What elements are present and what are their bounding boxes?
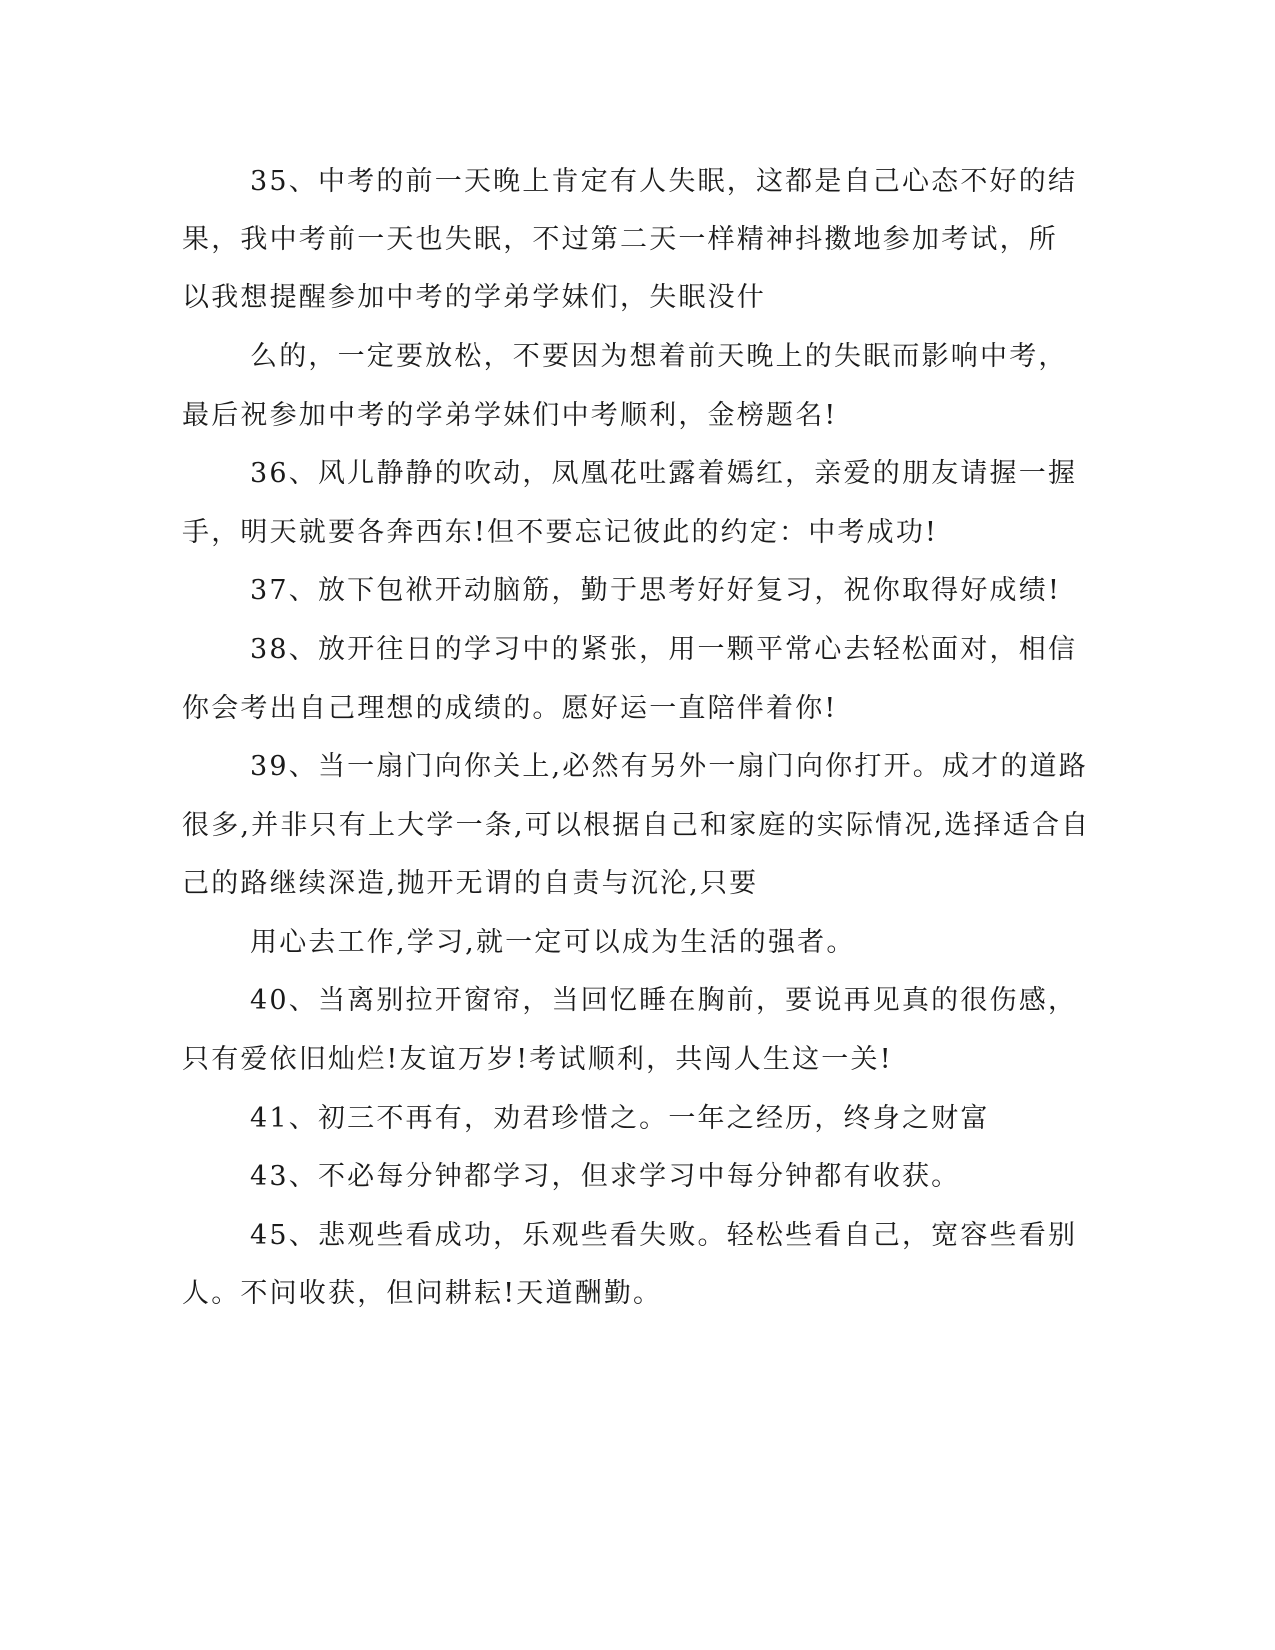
paragraph-43-line-1: 43、不必每分钟都学习，但求学习中每分钟都有收获。 <box>250 1161 961 1192</box>
paragraph-36-line-2: 手，明天就要各奔西东!但不要忘记彼此的约定：中考成功! <box>182 517 939 548</box>
paragraph-35-continuation-line-2: 最后祝参加中考的学弟学妹们中考顺利，金榜题名! <box>182 400 838 431</box>
paragraph-38-line-1: 38、放开往日的学习中的紧张，用一颗平常心去轻松面对，相信 <box>250 634 1078 665</box>
paragraph-38-line-2: 你会考出自己理想的成绩的。愿好运一直陪伴着你! <box>182 693 838 724</box>
paragraph-45-line-2: 人。不问收获，但问耕耘!天道酬勤。 <box>182 1278 663 1309</box>
paragraph-39-line-1: 39、当一扇门向你关上,必然有另外一扇门向你打开。成才的道路 <box>250 751 1088 782</box>
paragraph-35-continuation-line-1: 么的，一定要放松，不要因为想着前天晚上的失眠而影响中考， <box>250 341 1068 372</box>
paragraph-40-line-1: 40、当离别拉开窗帘，当回忆睡在胸前，要说再见真的很伤感， <box>250 985 1078 1016</box>
paragraph-35-line-2: 果，我中考前一天也失眠，不过第二天一样精神抖擞地参加考试，所 <box>182 224 1058 255</box>
paragraph-45-line-1: 45、悲观些看成功，乐观些看失败。轻松些看自己，宽容些看别 <box>250 1220 1078 1251</box>
paragraph-41-line-1: 41、初三不再有，劝君珍惜之。一年之经历，终身之财富 <box>250 1103 990 1134</box>
paragraph-39-line-3: 己的路继续深造,抛开无谓的自责与沉沦,只要 <box>182 868 759 899</box>
paragraph-37-line-1: 37、放下包袱开动脑筋，勤于思考好好复习，祝你取得好成绩! <box>250 575 1062 606</box>
paragraph-40-line-2: 只有爱依旧灿烂!友谊万岁!考试顺利，共闯人生这一关! <box>182 1044 893 1075</box>
paragraph-35-line-1: 35、中考的前一天晚上肯定有人失眠，这都是自己心态不好的结 <box>250 166 1078 197</box>
paragraph-39-continuation-line-1: 用心去工作,学习,就一定可以成为生活的强者。 <box>250 927 856 958</box>
paragraph-39-line-2: 很多,并非只有上大学一条,可以根据自己和家庭的实际情况,选择适合自 <box>182 810 1091 841</box>
paragraph-36-line-1: 36、风儿静静的吹动，凤凰花吐露着嫣红，亲爱的朋友请握一握 <box>250 458 1078 489</box>
paragraph-35-line-3: 以我想提醒参加中考的学弟学妹们，失眠没什 <box>182 282 766 313</box>
